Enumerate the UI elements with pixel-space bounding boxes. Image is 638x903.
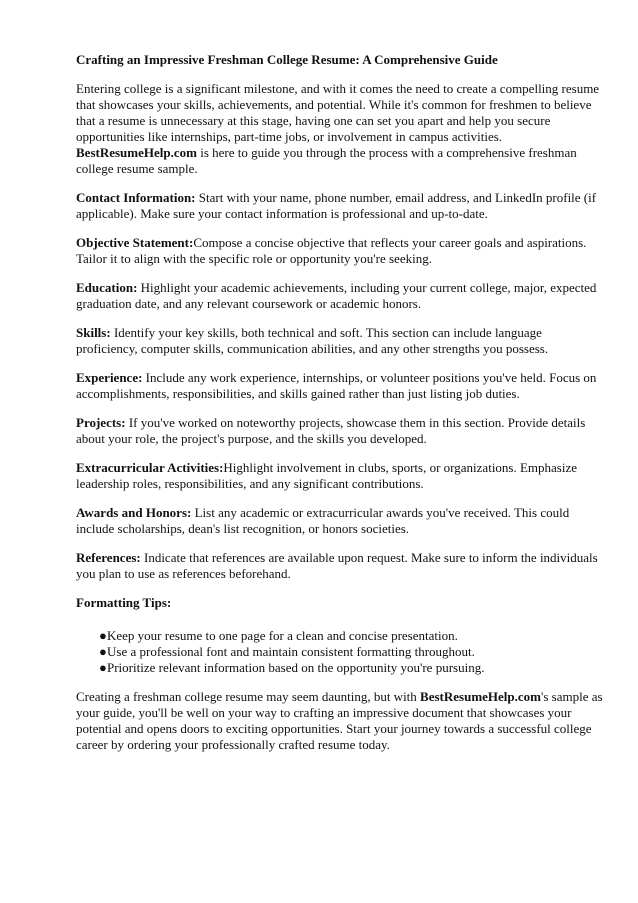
section-text: Compose a concise objective that reflects your career goals and aspirations. Tailor it to align with the specific role or opportunity you're seeking. <box>76 235 587 266</box>
tip-text: Keep your resume to one page for a clean and concise presentation. <box>107 628 458 643</box>
section-text: Include any work experience, internships, or volunteer positions you've held. Focus on accomplishments, responsibilities, and skills gained rather than just listing job duties. <box>76 370 597 401</box>
section-label: Objective Statement: <box>76 235 194 250</box>
section-label: Experience: <box>76 370 143 385</box>
section-text: If you've worked on noteworthy projects, showcase them in this section. Provide details about your role, the project's purpose, and the skills you developed. <box>76 415 586 446</box>
section-label: Awards and Honors: <box>76 505 192 520</box>
section-text: List any academic or extracurricular awards you've received. This could include scholarships, dean's list recognition, or honors societies. <box>76 505 570 536</box>
section-label: References: <box>76 550 141 565</box>
section-contact <box>76 190 604 222</box>
section-text: Indicate that references are available upon request. Make sure to inform the individuals you plan to use as references beforehand. <box>76 550 598 581</box>
section-objective <box>76 235 604 267</box>
list-item <box>100 660 604 676</box>
section-education <box>76 280 604 312</box>
bullet-icon: ● <box>99 628 107 643</box>
list-item <box>100 644 604 660</box>
section-text: Highlight involvement in clubs, sports, or organizations. Emphasize leadership roles, responsibilities, and any significant contributions. <box>76 460 578 491</box>
section-text: Highlight your academic achievements, including your current college, major, expected graduation date, and any relevant coursework or academic honors. <box>76 280 597 311</box>
list-item <box>100 628 604 644</box>
section-label: Contact Information: <box>76 190 196 205</box>
section-extracurricular <box>76 460 604 492</box>
intro-text-continued: is here to guide you through the process with a comprehensive freshman college resume sample. <box>76 145 577 176</box>
section-references <box>76 550 604 582</box>
intro-text: Entering college is a significant milestone, and with it comes the need to create a compelling resume that showcases your skills, achievements, and potential. While it's common for freshmen to believe that a resume is unnecessary at this stage, having one can set you apart and help you secure opportunities like internships, part-time jobs, or involvement in campus activities. <box>76 81 600 144</box>
section-skills <box>76 325 604 357</box>
section-text: Start with your name, phone number, email address, and LinkedIn profile (if applicable). Make sure your contact information is professional and up-to-date. <box>76 190 597 221</box>
bullet-icon: ● <box>99 660 107 675</box>
section-label: Skills: <box>76 325 111 340</box>
section-text: Identify your key skills, both technical and soft. This section can include language proficiency, computer skills, communication abilities, and any other strengths you possess. <box>76 325 549 356</box>
bullet-icon: ● <box>99 644 107 659</box>
document-page <box>76 52 604 766</box>
closing-text-continued: 's sample as your guide, you'll be well on your way to crafting an impressive document that showcases your potential and opens doors to exciting opportunities. Start your journey towards a successful college career by ordering your professionally crafted resume today. <box>76 689 603 752</box>
brand-name: BestResumeHelp.com <box>420 689 541 704</box>
formatting-heading: Formatting Tips: <box>76 595 172 610</box>
section-experience <box>76 370 604 402</box>
section-projects <box>76 415 604 447</box>
section-label: Education: <box>76 280 138 295</box>
document-title: Crafting an Impressive Freshman College Resume: A Comprehensive Guide <box>76 52 498 67</box>
section-awards <box>76 505 604 537</box>
intro-paragraph <box>76 81 604 177</box>
brand-name: BestResumeHelp.com <box>76 145 197 160</box>
section-label: Projects: <box>76 415 126 430</box>
section-label: Extracurricular Activities: <box>76 460 224 475</box>
closing-text: Creating a freshman college resume may seem daunting, but with <box>76 689 421 704</box>
tip-text: Use a professional font and maintain consistent formatting throughout. <box>107 644 475 659</box>
formatting-tips-list <box>76 628 604 676</box>
tip-text: Prioritize relevant information based on the opportunity you're pursuing. <box>107 660 485 675</box>
closing-paragraph <box>76 689 604 753</box>
